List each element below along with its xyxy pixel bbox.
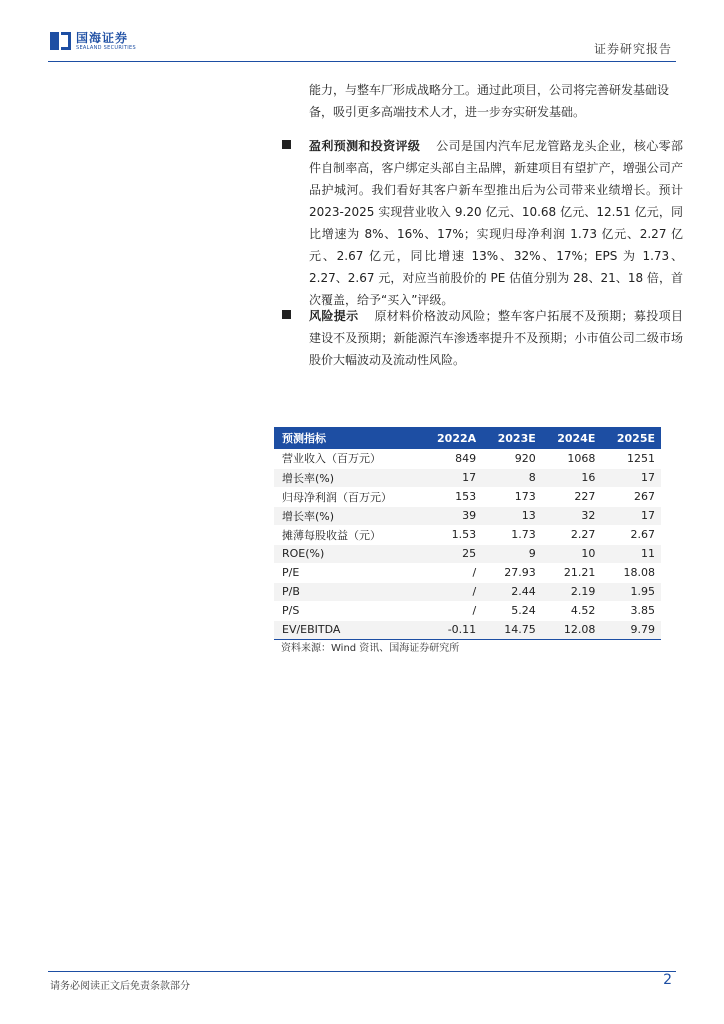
table-row <box>274 449 661 468</box>
forecast-lead: 盈利预测和投资评级 <box>309 139 421 153</box>
risk-section <box>282 305 683 371</box>
table-header-cell: 2022A <box>421 427 482 449</box>
risk-lead: 风险提示 <box>309 309 359 323</box>
table-header-cell: 预测指标 <box>274 427 421 449</box>
table-cell: 4.52 <box>542 601 602 620</box>
table-cell: 3.85 <box>601 601 661 620</box>
table-cell: 1.95 <box>601 582 661 601</box>
table-cell: 2.27 <box>542 525 602 544</box>
header-divider <box>48 61 676 62</box>
table-row <box>274 582 661 601</box>
table-cell: -0.11 <box>421 620 482 639</box>
table-cell: 增长率(%) <box>274 506 421 525</box>
table-cell: EV/EBITDA <box>274 620 421 639</box>
table-cell: 1.53 <box>421 525 482 544</box>
table-cell: / <box>421 601 482 620</box>
table-cell: 849 <box>421 449 482 468</box>
table-cell: 21.21 <box>542 563 602 582</box>
table-row <box>274 563 661 582</box>
table-cell: 14.75 <box>482 620 542 639</box>
table-row <box>274 468 661 487</box>
table-cell: 227 <box>542 487 602 506</box>
table-cell: P/B <box>274 582 421 601</box>
table-cell: 18.08 <box>601 563 661 582</box>
table-cell: 267 <box>601 487 661 506</box>
table-cell: 摊薄每股收益（元） <box>274 525 421 544</box>
report-type-label: 证券研究报告 <box>593 42 672 56</box>
table-cell: / <box>421 582 482 601</box>
table-cell: 1251 <box>601 449 661 468</box>
risk-paragraph <box>309 305 683 371</box>
table-header-cell: 2025E <box>601 427 661 449</box>
table-cell: 5.24 <box>482 601 542 620</box>
table-cell: 2.19 <box>542 582 602 601</box>
footer-disclaimer: 请务必阅读正文后免责条款部分 <box>50 981 190 992</box>
table-cell: 归母净利润（百万元） <box>274 487 421 506</box>
table-cell: 17 <box>421 468 482 487</box>
table-cell: 增长率(%) <box>274 468 421 487</box>
table-cell: 13 <box>482 506 542 525</box>
table-row <box>274 601 661 620</box>
page-number: 2 <box>663 972 672 988</box>
table-cell: 16 <box>542 468 602 487</box>
bullet-square-icon <box>282 140 291 149</box>
table-row <box>274 544 661 563</box>
table-cell: 25 <box>421 544 482 563</box>
table-header-cell: 2023E <box>482 427 542 449</box>
table-cell: 8 <box>482 468 542 487</box>
company-logo <box>50 30 136 52</box>
table-cell: 39 <box>421 506 482 525</box>
logo-mark-icon <box>50 30 72 52</box>
table-row <box>274 525 661 544</box>
table-source-note: 资料来源：Wind 资讯、国海证券研究所 <box>281 643 460 654</box>
table-cell: 153 <box>421 487 482 506</box>
table-cell: 27.93 <box>482 563 542 582</box>
table-cell: 920 <box>482 449 542 468</box>
risk-text: 原材料价格波动风险；整车客户拓展不及预期；募投项目建设不及预期；新能源汽车渗透率提升不及预期；小市值公司二级市场股价大幅波动及流动性风险。 <box>309 309 683 367</box>
table-header-row <box>274 427 661 449</box>
table-cell: P/E <box>274 563 421 582</box>
bullet-square-icon <box>282 310 291 319</box>
table-cell: 9 <box>482 544 542 563</box>
table-cell: P/S <box>274 601 421 620</box>
logo-name-en: SEALAND SECURITIES <box>76 44 136 51</box>
table-cell: 12.08 <box>542 620 602 639</box>
table-row <box>274 487 661 506</box>
table-cell: 营业收入（百万元） <box>274 449 421 468</box>
table-row <box>274 506 661 525</box>
table-cell: 1068 <box>542 449 602 468</box>
table-cell: 9.79 <box>601 620 661 639</box>
footer-divider <box>48 971 676 972</box>
table-cell: 1.73 <box>482 525 542 544</box>
table-cell: 2.67 <box>601 525 661 544</box>
table-cell: 17 <box>601 468 661 487</box>
page-header <box>0 0 724 62</box>
table-cell: 17 <box>601 506 661 525</box>
table-cell: / <box>421 563 482 582</box>
table-cell: 2.44 <box>482 582 542 601</box>
forecast-section <box>282 135 683 311</box>
forecast-text: 公司是国内汽车尼龙管路龙头企业，核心零部件自制率高，客户绑定头部自主品牌，新建项目有望扩产，增强公司产品护城河。我们看好其客户新车型推出后为公司带来业绩增长。预计 2023-2025 实现营业收入 9.20 亿元、10.68 亿元、12.51 亿元，同比增速为 8%、16%、17%；实现归母净利润 1.73 亿元、2.27 亿元、2.67 亿元，同比增速 13%、32%、17%；EPS 为 1.73、2.27、2.67 元，对应当前股价的 PE 估值分别为 28、21、18 倍，首次覆盖，给予“买入”评级。 <box>309 139 683 307</box>
table-cell: 11 <box>601 544 661 563</box>
forecast-table <box>274 427 661 640</box>
table-row <box>274 620 661 639</box>
table-cell: 173 <box>482 487 542 506</box>
intro-paragraph: 能力，与整车厂形成战略分工。通过此项目，公司将完善研发基础设备，吸引更多高端技术人才，进一步夯实研发基础。 <box>309 83 670 119</box>
table-header-cell: 2024E <box>542 427 602 449</box>
table-cell: 32 <box>542 506 602 525</box>
table-cell: 10 <box>542 544 602 563</box>
forecast-paragraph <box>309 135 683 311</box>
logo-name-cn: 国海证券 <box>76 30 129 45</box>
table-cell: ROE(%) <box>274 544 421 563</box>
